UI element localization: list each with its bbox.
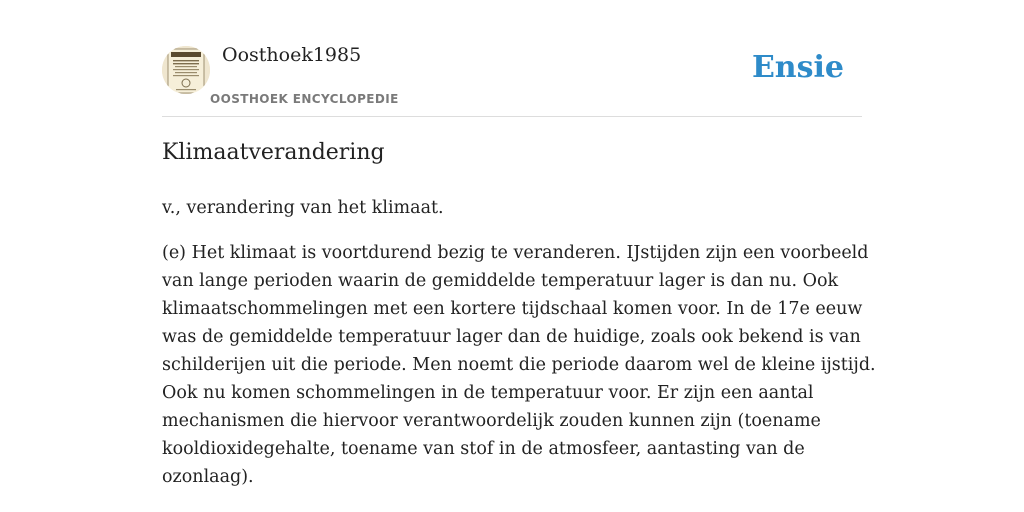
body-line: van lange perioden waarin de gemiddelde temperatuur lager is dan nu. Ook — [162, 271, 839, 291]
body-line: (e) Het klimaat is voortdurend bezig te veranderen. IJstijden zijn een voorbeeld — [162, 243, 869, 263]
source-label[interactable]: OOSTHOEK ENCYCLOPEDIE — [210, 92, 399, 106]
entry-card — [162, 0, 876, 487]
body-line: kooldioxidegehalte, toename van stof in de atmosfeer, aantasting van de — [162, 439, 805, 459]
body-line: Ook nu komen schommelingen in de temperatuur voor. Er zijn een aantal — [162, 383, 814, 403]
brand-logo[interactable]: Ensie — [751, 50, 844, 85]
author-name[interactable]: Oosthoek1985 — [222, 44, 362, 66]
encyclopedia-page-icon — [162, 46, 210, 94]
body-line: mechanismen die hiervoor verantwoordelijk zouden kunnen zijn (toename — [162, 411, 821, 431]
entry-body — [162, 239, 876, 491]
avatar[interactable] — [162, 46, 210, 94]
body-line: klimaatschommelingen met een kortere tijdschaal komen voor. In de 17e eeuw — [162, 299, 863, 319]
page-title: Klimaatverandering — [162, 140, 385, 165]
body-line: ozonlaag). — [162, 467, 254, 487]
entry-definition: v., verandering van het klimaat. — [162, 198, 444, 218]
body-line: was de gemiddelde temperatuur lager dan de huidige, zoals ook bekend is van — [162, 327, 861, 347]
entry-header — [162, 0, 862, 117]
body-line: schilderijen uit die periode. Men noemt die periode daarom wel de kleine ijstijd. — [162, 355, 876, 375]
